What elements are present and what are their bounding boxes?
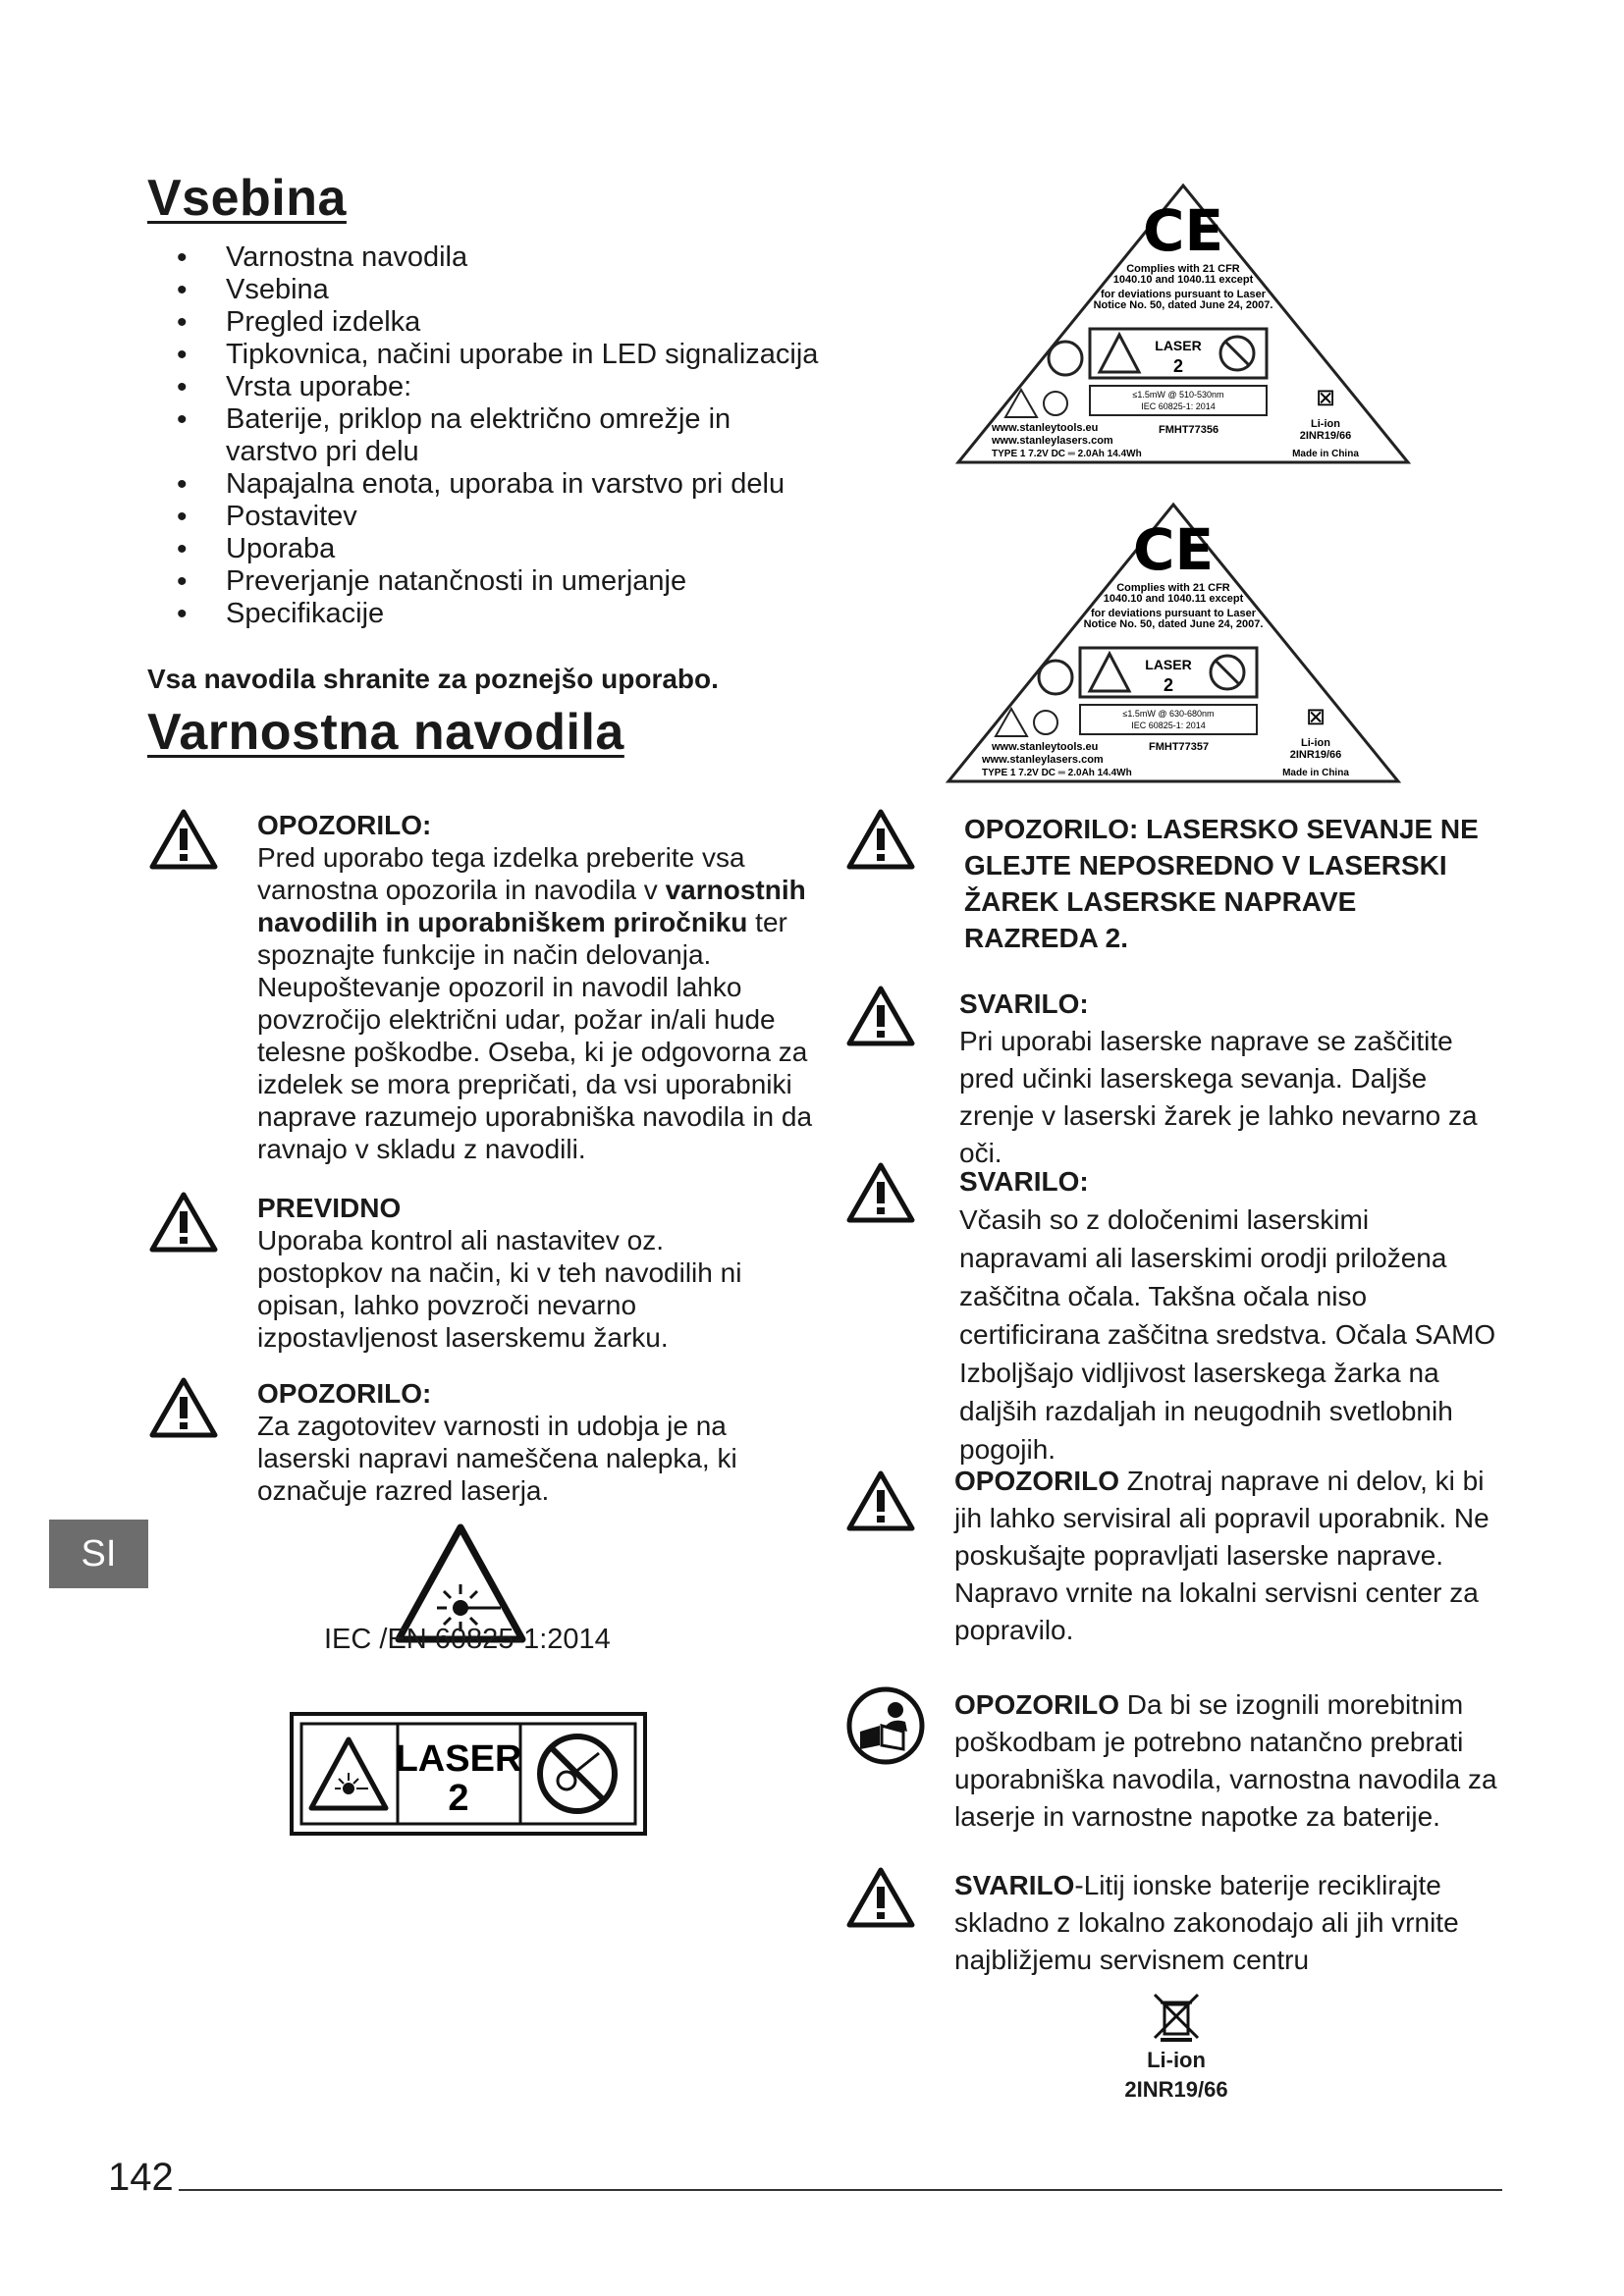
keep-instructions-note: Vsa navodila shranite za poznejšo uporabo. bbox=[147, 664, 719, 694]
warning-triangle-icon bbox=[846, 809, 915, 870]
laser-warning-heading: OPOZORILO: LASERSKO SEVANJE NE GLEJTE NEPOSREDNO V LASERSKI ŽAREK LASERSKE NAPRAVE RAZREDA 2. bbox=[964, 814, 1479, 953]
site-line: www.stanleylasers.com bbox=[992, 435, 1113, 447]
warning-text: Znotraj naprave ni delov, ki bi jih lahko servisiral ali popravil uporabnik. Ne poskušajte popravljati laserske naprave. Napravo vrnite na lokalni servisni center za popravilo. bbox=[954, 1466, 1489, 1645]
compliance-line: for deviations pursuant to Laser bbox=[1100, 289, 1267, 300]
toc-item: • Tipkovnica, načini uporabe in LED signalizacija bbox=[177, 339, 844, 371]
svg-text:LASER: LASER bbox=[1155, 338, 1202, 353]
power-line: IEC 60825-1: 2014 bbox=[1131, 721, 1206, 730]
warning-triangle-icon bbox=[846, 1470, 915, 1531]
site-line: www.stanleytools.eu bbox=[992, 741, 1099, 753]
cell-text: 2INR19/66 bbox=[1289, 749, 1342, 761]
li-ion-text: Li-ion bbox=[1311, 418, 1340, 430]
toc-item: • Postavitev bbox=[177, 501, 844, 533]
model-number: FMHT77356 bbox=[1159, 424, 1219, 436]
warning-text: Včasih so z določenimi laserskimi napravami ali laserskimi orodji priložena zaščitna očala. Takšna očala niso certificirana zaščitna sredstva. Očala SAMO Izboljšajo vidljivost laserskega žarka na daljših razdaljah in neugodnih svetlobnih pogojih. bbox=[959, 1204, 1496, 1465]
site-line: www.stanleytools.eu bbox=[992, 422, 1099, 434]
toc-list bbox=[177, 241, 844, 630]
made-in: Made in China bbox=[1282, 768, 1349, 778]
laser-standard-caption: IEC /EN 60825-1:2014 bbox=[324, 1624, 611, 1655]
power-line: ≤1.5mW @ 510-530nm bbox=[1132, 390, 1224, 400]
warning-triangle-icon bbox=[149, 1377, 218, 1438]
compliance-line: for deviations pursuant to Laser bbox=[1090, 608, 1257, 619]
laser-class-number: 2 bbox=[448, 1778, 469, 1819]
toc-item: • Baterije, priklop na električno omrežje in varstvo pri delu bbox=[177, 403, 736, 468]
warning-heading: OPOZORILO bbox=[954, 1689, 1119, 1720]
toc-item: • Napajalna enota, uporaba in varstvo pri delu bbox=[177, 468, 844, 501]
warning-text: Da bi se izognili morebitnim poškodbam je potrebno natančno prebrati uporabniška navodila, varnostna navodila za laserje in varnostne napotke za baterije. bbox=[954, 1689, 1497, 1832]
compliance-line: Complies with 21 CFR bbox=[1116, 582, 1230, 594]
made-in: Made in China bbox=[1292, 449, 1359, 459]
toc-item: • Vrsta uporabe: bbox=[177, 371, 844, 403]
warning-triangle-icon bbox=[149, 809, 218, 870]
type-line: TYPE 1 7.2V DC ═ 2.0Ah 14.4Wh bbox=[992, 449, 1142, 459]
model-number: FMHT77357 bbox=[1149, 741, 1210, 753]
warning-heading: SVARILO: bbox=[959, 988, 1089, 1019]
toc-item: • Preverjanje natančnosti in umerjanje bbox=[177, 565, 844, 598]
svg-text:2: 2 bbox=[1172, 356, 1184, 376]
toc-item: • Pregled izdelka bbox=[177, 306, 844, 339]
toc-item: • Varnostna navodila bbox=[177, 241, 844, 274]
laser-class-label bbox=[290, 1712, 647, 1836]
warning-text: ter spoznajte funkcije in način delovanja. Neupoštevanje opozoril in navodil lahko povzročijo električni udar, požar in/ali hude telesne poškodbe. Oseba, ki je odgovorna za izdelek se mora prepričati, da vsi uporabniki naprave razumejo uporabniška navodila in da ravnajo v skladu z navodili. bbox=[257, 907, 813, 1164]
li-ion-text: Li-ion bbox=[1301, 737, 1330, 749]
ce-mark: CE bbox=[1132, 516, 1215, 583]
warning-heading: SVARILO bbox=[954, 1870, 1075, 1900]
compliance-line: Complies with 21 CFR bbox=[1126, 263, 1240, 275]
warning-triangle-icon bbox=[846, 1867, 915, 1928]
site-line: www.stanleylasers.com bbox=[982, 754, 1104, 766]
warning-triangle-icon bbox=[846, 986, 915, 1046]
warning-text: -Litij ionske baterije reciklirajte skladno z lokalno zakonodajo ali jih vrnite najbližjemu servisnem centru bbox=[954, 1870, 1459, 1975]
toc-title: Vsebina bbox=[147, 170, 347, 227]
page-number: 142 bbox=[108, 2156, 174, 2199]
warning-bold-text: varnostnih navodilih in uporabniškem priročniku bbox=[257, 875, 806, 937]
warning-text: Pred uporabo tega izdelka preberite vsa varnostna opozorila in navodila v bbox=[257, 842, 745, 905]
power-line: ≤1.5mW @ 630-680nm bbox=[1122, 709, 1215, 719]
product-label-1 bbox=[952, 182, 1414, 466]
safety-title: Varnostna navodila bbox=[147, 704, 624, 761]
svg-text:LASER: LASER bbox=[1145, 657, 1192, 672]
warning-text: Pri uporabi laserske naprave se zaščitite pred učinki laserskega sevanja. Daljše zrenje v laserski žarek je lahko nevarno za oči. bbox=[959, 1026, 1478, 1168]
compliance-line: 1040.10 and 1040.11 except bbox=[1112, 274, 1254, 286]
warning-heading: PREVIDNO bbox=[257, 1193, 402, 1223]
warning-triangle-icon bbox=[149, 1192, 218, 1253]
product-label-2 bbox=[943, 501, 1404, 785]
read-manual-icon bbox=[846, 1686, 925, 1765]
weee-icon: ⊠ bbox=[1315, 385, 1336, 411]
toc-item: • Specifikacije bbox=[177, 598, 844, 630]
compliance-line: Notice No. 50, dated June 24, 2007. bbox=[1083, 618, 1264, 630]
warning-heading: OPOZORILO bbox=[954, 1466, 1119, 1496]
warning-triangle-icon bbox=[846, 1162, 915, 1223]
crossed-bin-icon bbox=[1149, 1989, 1204, 2044]
laser-class-word: LASER bbox=[395, 1738, 522, 1780]
warning-text: Uporaba kontrol ali nastavitev oz. postopkov na način, ki v teh navodilih ni opisan, lahko povzroči nevarno izpostavljenost laserskemu žarku. bbox=[257, 1225, 742, 1353]
footer-rule bbox=[179, 2189, 1502, 2191]
power-line: IEC 60825-1: 2014 bbox=[1141, 401, 1216, 411]
ce-mark: CE bbox=[1142, 197, 1224, 264]
cell-text: 2INR19/66 bbox=[1299, 430, 1352, 442]
warning-text: Za zagotovitev varnosti in udobja je na laserski napravi nameščena nalepka, ki označuje razred laserja. bbox=[257, 1411, 737, 1506]
language-tab: SI bbox=[49, 1520, 148, 1588]
toc-item: • Vsebina bbox=[177, 274, 844, 306]
warning-heading: OPOZORILO: bbox=[257, 810, 432, 840]
svg-text:2: 2 bbox=[1163, 675, 1174, 695]
warning-heading: SVARILO: bbox=[959, 1166, 1089, 1197]
type-line: TYPE 1 7.2V DC ═ 2.0Ah 14.4Wh bbox=[982, 768, 1132, 778]
battery-model: 2INR19/66 bbox=[1124, 2077, 1228, 2102]
warning-heading: OPOZORILO: bbox=[257, 1378, 432, 1409]
compliance-line: 1040.10 and 1040.11 except bbox=[1103, 593, 1244, 605]
toc-item: • Uporaba bbox=[177, 533, 844, 565]
compliance-line: Notice No. 50, dated June 24, 2007. bbox=[1093, 299, 1273, 311]
battery-type: Li-ion bbox=[1147, 2048, 1206, 2072]
weee-icon: ⊠ bbox=[1305, 704, 1326, 730]
